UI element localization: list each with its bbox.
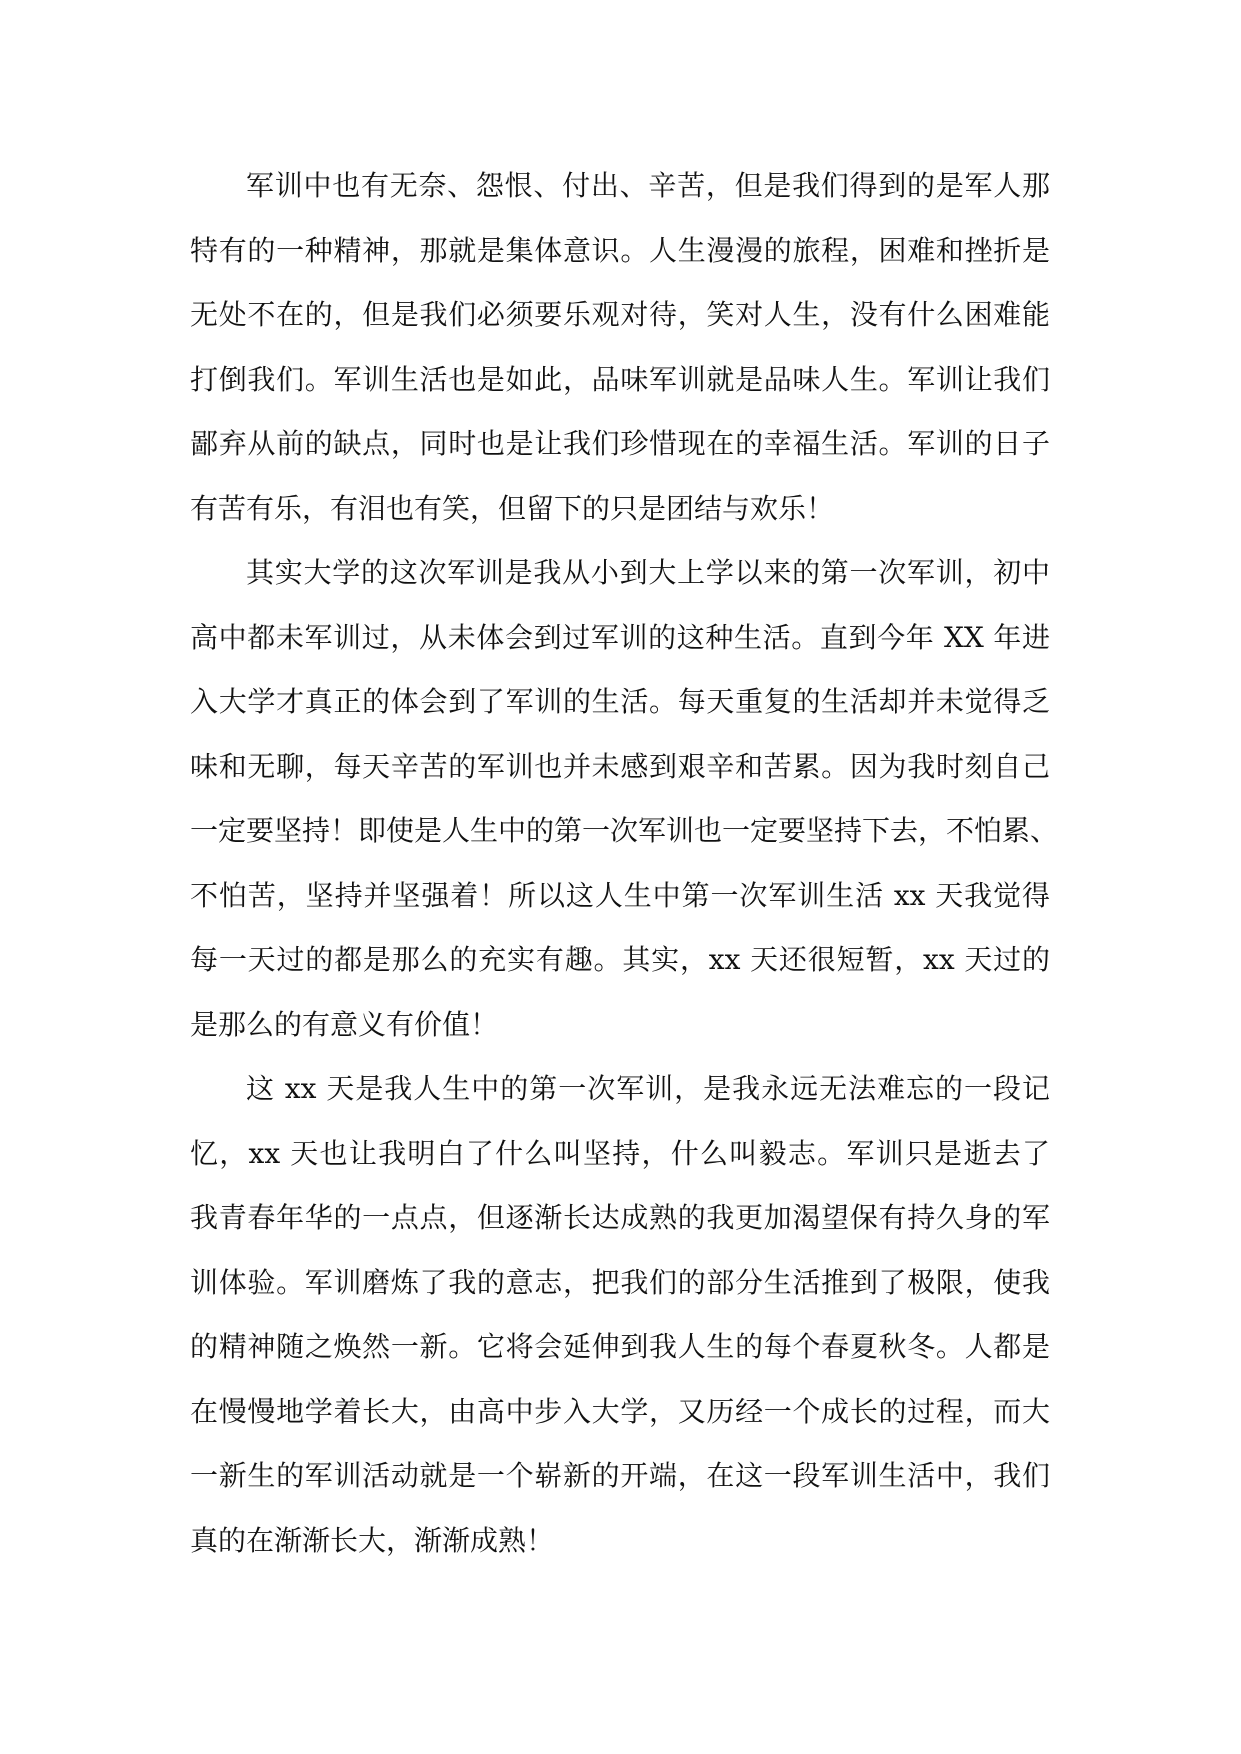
text-line: 打倒我们。军训生活也是如此，品味军训就是品味人生。军训让我们 — [190, 362, 1050, 396]
text-line: 有苦有乐，有泪也有笑，但留下的只是团结与欢乐！ — [190, 491, 835, 525]
text-line: 在慢慢地学着长大，由高中步入大学，又历经一个成长的过程，而大 — [190, 1394, 1050, 1428]
text-line: 入大学才真正的体会到了军训的生活。每天重复的生活却并未觉得乏 — [190, 685, 1050, 718]
text-line: 不怕苦，坚持并坚强着！所以这人生中第一次军训生活 xx 天我觉得 — [190, 878, 1050, 912]
text-line: 军训中也有无奈、怨恨、付出、辛苦，但是我们得到的是军人那 — [246, 169, 1050, 202]
text-line: 训体验。军训磨炼了我的意志，把我们的部分生活推到了极限，使我 — [190, 1265, 1050, 1299]
text-line: 忆，xx 天也让我明白了什么叫坚持，什么叫毅志。军训只是逝去了 — [190, 1136, 1050, 1170]
text-line: 味和无聊，每天辛苦的军训也并未感到艰辛和苦累。因为我时刻自己 — [190, 749, 1050, 783]
text-line: 鄙弃从前的缺点，同时也是让我们珍惜现在的幸福生活。军训的日子 — [190, 427, 1050, 460]
text-line: 一定要坚持！即使是人生中的第一次军训也一定要坚持下去，不怕累、 — [190, 814, 1059, 847]
paragraph-2 — [190, 541, 1059, 1057]
paragraph-1 — [190, 154, 1050, 541]
text-line: 真的在渐渐长大，渐渐成熟！ — [190, 1523, 555, 1557]
document-body — [190, 154, 1059, 1573]
text-line: 特有的一种精神，那就是集体意识。人生漫漫的旅程，困难和挫折是 — [190, 233, 1050, 267]
text-line: 每一天过的都是那么的充实有趣。其实，xx 天还很短暂，xx 天过的 — [190, 943, 1050, 976]
text-line: 的精神随之焕然一新。它将会延伸到我人生的每个春夏秋冬。人都是 — [190, 1330, 1050, 1363]
paragraph-3 — [190, 1057, 1050, 1573]
text-line: 无处不在的，但是我们必须要乐观对待，笑对人生，没有什么困难能 — [190, 298, 1050, 331]
text-line: 高中都未军训过，从未体会到过军训的这种生活。直到今年 XX 年进 — [190, 620, 1050, 654]
text-line: 是那么的有意义有价值！ — [190, 1007, 499, 1041]
text-line: 一新生的军训活动就是一个崭新的开端，在这一段军训生活中，我们 — [190, 1459, 1050, 1492]
text-line: 其实大学的这次军训是我从小到大上学以来的第一次军训，初中 — [246, 556, 1050, 589]
text-line: 这 xx 天是我人生中的第一次军训，是我永远无法难忘的一段记 — [246, 1072, 1050, 1105]
text-line: 我青春年华的一点点，但逐渐长达成熟的我更加渴望保有持久身的军 — [190, 1201, 1050, 1234]
